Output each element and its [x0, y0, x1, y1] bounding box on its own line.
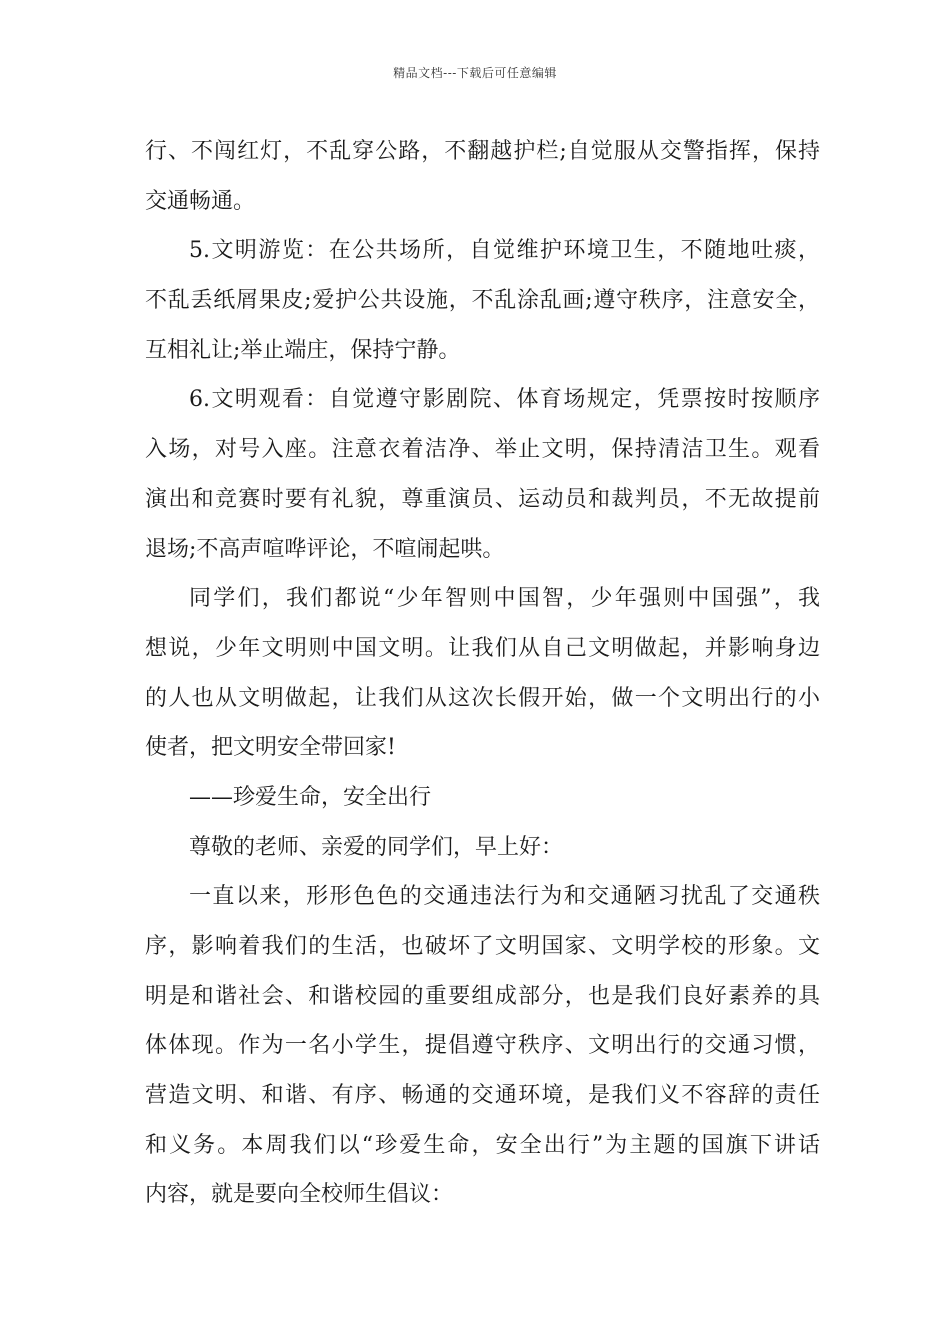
text-line: 营造文明、和谐、有序、畅通的交通环境，是我们义不容辞的责任	[145, 1083, 820, 1109]
text-line: 互相礼让;举止端庄，保持宁静。	[145, 337, 461, 363]
text-line: 行、不闯红灯，不乱穿公路，不翻越护栏;自觉服从交警指挥，保持	[145, 139, 820, 164]
text-line: 序，影响着我们的生活，也破坏了文明国家、文明学校的形象。文	[145, 934, 820, 959]
text-line: 体体现。作为一名小学生，提倡遵守秩序、文明出行的交通习惯，	[145, 1033, 820, 1059]
text-line: 交通畅通。	[145, 188, 256, 214]
text-line: 演出和竞赛时要有礼貌，尊重演员、运动员和裁判员，不无故提前	[145, 486, 820, 512]
text-line: 5.文明游览：在公共场所，自觉维护环境卫生，不随地吐痰，	[189, 238, 820, 264]
text-line: 想说，少年文明则中国文明。让我们从自己文明做起，并影响身边	[145, 635, 820, 661]
text-line: 一直以来，形形色色的交通违法行为和交通陋习扰乱了交通秩	[189, 884, 820, 910]
text-line: 不乱丢纸屑果皮;爱护公共设施，不乱涂乱画;遵守秩序，注意安全，	[145, 288, 820, 314]
text-line: 入场，对号入座。注意衣着洁净、举止文明，保持清洁卫生。观看	[145, 437, 820, 463]
text-line: 的人也从文明做起，让我们从这次长假开始，做一个文明出行的小	[145, 685, 820, 711]
page-header: 精品文档---下载后可任意编辑	[393, 66, 557, 80]
text-line: 内容，就是要向全校师生倡议：	[145, 1182, 454, 1208]
document-body	[145, 127, 820, 1220]
text-line: 尊敬的老师、亲爱的同学们，早上好：	[189, 834, 564, 860]
text-line: ——珍爱生命，安全出行	[189, 784, 432, 810]
text-line: 6.文明观看：自觉遵守影剧院、体育场规定，凭票按时按顺序	[189, 387, 820, 413]
text-line: 明是和谐社会、和谐校园的重要组成部分，也是我们良好素养的具	[145, 983, 820, 1009]
text-line: 使者，把文明安全带回家!	[145, 735, 396, 761]
text-line: 和义务。本周我们以“珍爱生命，安全出行”为主题的国旗下讲话	[145, 1132, 820, 1158]
text-line: 同学们，我们都说“少年智则中国智，少年强则中国强”，我	[189, 586, 820, 612]
text-line: 退场;不高声喧哗评论，不喧闹起哄。	[145, 536, 505, 562]
